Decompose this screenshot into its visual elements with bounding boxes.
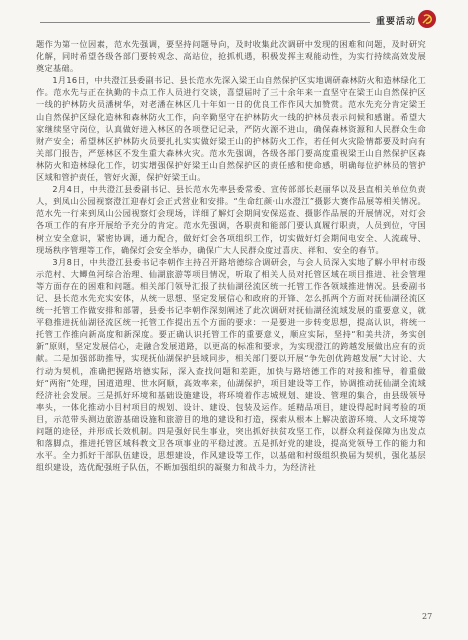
header-rule <box>40 22 370 23</box>
paragraph-forest-fire: 1月16日，中共澄江县委副书记、县长范水先深入梁王山自然保护区实地调研森林防火和造林绿化工作。范水先与正在执勤的卡点工作人员进行交谈，喜望届时了三十余年来一直坚守在梁王山自然保护区一线的护林防火员潘树华，对老潘在林区几十年如一日的优良工作作风大加赞赏。范水先充分肯定梁王山自然保护区绿化造林和森林防火工作，向辛勤坚守在护林防火一线的护林员表示问候和感谢。希望大家继续坚守岗位，认真做好进入林区的各项登记记录，严防火源不进山，确保森林资源和人民群众生命财产安全；希望林区护林防火员要扎扎实实做好梁王山的护林防火工作，若任何火灾险情都要及时向有关部门报告，严惩林区不发生重大森林火灾。范水先强调，各级各部门要高度重视梁王山自然保护区森林防火和造林绿化工作，切实增强保护好梁王山自然保护区的责任感和使命感，明确每位护林员的管护区域和管护责任，管好火源，保护好梁王山。 <box>36 75 426 183</box>
article-body <box>36 38 426 473</box>
page-number: 27 <box>422 612 433 621</box>
section-title: 重要活动 <box>376 17 417 27</box>
paragraph-research-meeting: 3月8日，中共澄江县委书记李朝作主持召开路培德综合调研会，与会人员深入实地了解小甲村市级示范村、大鲫鱼河综合治理、仙湖旅游等项目情况，听取了相关人员对托管区域在项目推进、社会管理等方面存在的困难和问题。相关部门领导汇报了扶仙湖径流区统一托管工作各领域推进情况。县委副书记、县长范水先充实安体，从统一思想、坚定发展信心和政府的开锋、怎么抓两个方面对抚仙湖径流区统一托管工作做安排和部署，县委书记李朝作深刻阐述了此次调研对抚仙湖径流域发展的重要意义，就平稳推进抚仙湖径流区统一托管工作提出五个方面的要求：一是要进一步转变思想，提高认识，将统一托管工作推向新高度和新深度。要正确认识托管工作的重要意义，顺应实际，坚持“和美共济，务实创新”原则，坚定发展信心，走融合发展道路，以更高的标准和要求，为实现澄江的跨越发展做出应有的贡献。二是加强部助推导，实现抚仙湖保护县域同步，相关部门要以开展“争先创优跨越发展”大讨论、大行动为契机，准确把握路培德实际，深入查找问题和差距，加快与路培德工作的对接和推导，着重做好“两衔”处理，国道道理、世水阿顺，高效率来，仙湖保护，项目建设等工作，协调推动抚仙湖全流域经济社会发展。三是抓好环境和基础设施建设，将环境着作志城规划、建设、管理的集合，由县级领导率头，一体化推动小目村项目的规划、设计、建设、包装及运作。延精品项目，建设得起时间考验的项目，示范带头测边旅游基础设施和旅游目的地的建设和打造，探索从根本上解决旅游环境、人文环境等问题的途径，并形成长效机制。四是强好民生事业，突出抓好扶贫攻坚工作，以群众利益保障为出发点和落脚点，推进托管区域科教文卫各项事业的平稳过渡。五是抓好党的建设，提高党领导工作的能力和水平。全力抓好干部队伍建设，思想建设，作风建设等工作，以基础和村级组织换届为契机，强化基层组织建设，选优配强班子队伍，不断加强组织的凝聚力和战斗力，为经济社 <box>36 256 426 473</box>
paragraph-lantern-festival: 2月4日，中共澄江县委副书记、县长范水先率县委常委、宣传部部长赵丽华以及县直相关单位负责人，到凤山公园视察澄江迎春灯会正式营业和安排。“生命红颜·山水澄江”摄影大赛作品展等相关情况。范水先一行来到凤山公园视察灯会现场，详细了解灯会期间安保巡查、摄影作品展的开展情况，对灯会各项工作的有序开展给予充分的肯定。范水先强调，各职责和能部门要认真履行职责，人员到位，守国树立安全意识，紧密协调，通力配合，做好灯会各项组织工作，切实做好灯会期间电安全、人流疏导、现场秩序管理等工作，确保灯会安全举办，确保广大人民群众度过喜庆、祥和、安全的春节。 <box>36 184 426 255</box>
party-emblem-icon <box>418 10 436 28</box>
emblem-glyph-icon <box>421 13 433 25</box>
paragraph-continuation: 题作为第一位因素，范水先强调，要坚持问题导向，及时收集此次调研中发现的困难和问题，及时研究化解，同时希望各级各部门要转观念、高站位，抢抓机遇，积极发挥主观能动性，为实行持续高效发展奠定基础。 <box>36 39 426 74</box>
